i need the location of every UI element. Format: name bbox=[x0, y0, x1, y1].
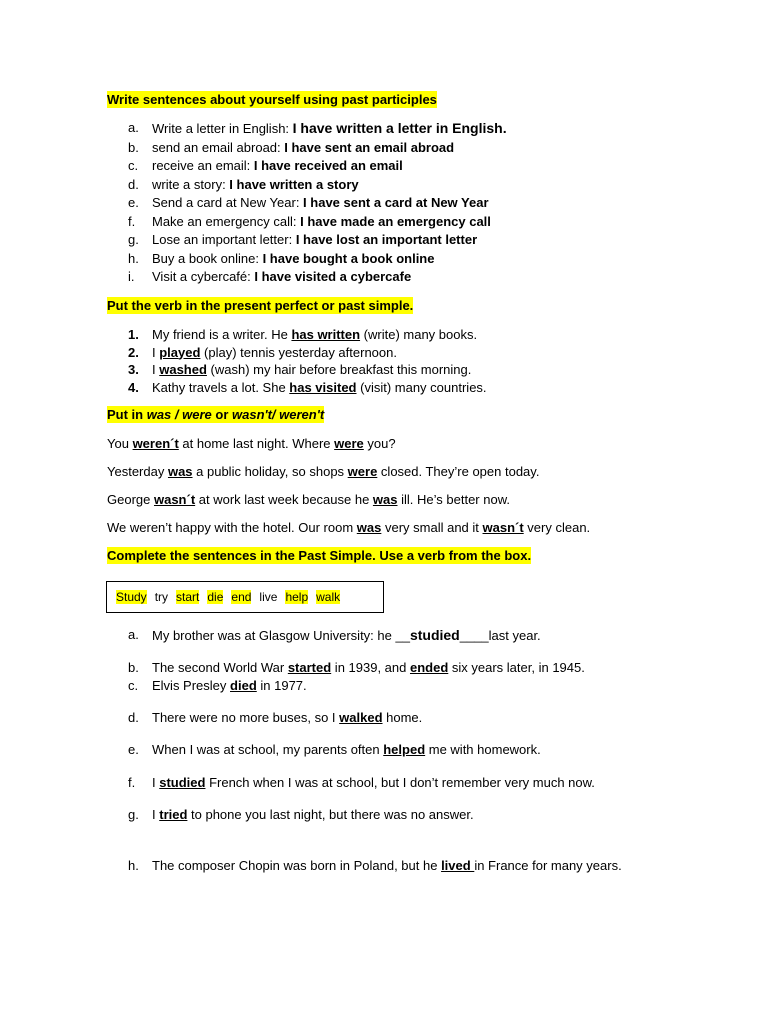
list-item: i. Visit a cybercafé: I have visited a cybercafe bbox=[128, 269, 412, 284]
box-word: end bbox=[231, 590, 252, 604]
section2-list bbox=[0, 326, 487, 396]
box-word: live bbox=[259, 590, 278, 604]
sentence-2: Yesterday was a public holiday, so shops were closed. They’re open today. bbox=[107, 464, 540, 479]
sentence-4: We weren’t happy with the hotel. Our room was very small and it wasn´t very clean. bbox=[107, 520, 591, 535]
list-item: a. Write a letter in English: I have written a letter in English. bbox=[128, 120, 507, 136]
list-item: e. Send a card at New Year: I have sent a card at New Year bbox=[128, 195, 489, 210]
box-word: Study bbox=[116, 590, 147, 604]
box-word: walk bbox=[316, 590, 341, 604]
list-item: 4. Kathy travels a lot. She has visited (visit) many countries. bbox=[128, 379, 487, 395]
worksheet-page: Write sentences about yourself using past participles a. Write a letter in English: I have written a letter in English. b. send an email abroad: I have sent an email abroad c. receive an email: I have received an email d. write a story: I have written a story e. Send a card at New Year: I have sent a card at New Year f. Make an emergency call: I have made an emergency call g. Lose an important letter: I have lost an important letter h. Buy a book online: I have bought a book online i. Visit a cybercafé: I have visited a cybercafe Put the verb in the present perfect or past simple. 1. My friend is a writer. He has written (write) many books. 2. I played (play) tennis yesterday afternoon. 3. I washed (wash) my hair before breakfast this morning. 4. Kathy travels a lot. She has visited (visit) many countries. Put in was / were or wasn't/ weren't You weren´t at home last night. Where were you? Yesterday was a public holiday, so shops were closed. They’re open today. George wasn´t at work last week because he was ill. He’s better now. We weren’t happy with the hotel. Our room was very small and it wasn´t very clean. Complete the sentences in the Past Simple. Use a verb from the box. Study try start die end live help walk a. My brother was at Glasgow University: he __studied____last year. b. The second World War started in 1939, and ended six years later, in 1945. c. Elvis Presley died in 1977. d. There were no more buses, so I walked home. e. When I was at school, my parents often helped me with homework. f. I studied French when I was at school, but I don’t remember very much now. g. I tried to phone you last night, but there was no answer. h. The composer Chopin was born in Poland, but he lived in France for many years. bbox=[0, 0, 768, 1024]
list-item: 3. I washed (wash) my hair before breakfast this morning. bbox=[128, 362, 472, 377]
section1-heading: Write sentences about yourself using past participles bbox=[107, 92, 437, 107]
box-word: start bbox=[176, 590, 200, 604]
list-item: c. receive an email: I have received an email bbox=[128, 158, 403, 173]
list-item: d. write a story: I have written a story bbox=[128, 176, 359, 192]
box-word: try bbox=[154, 590, 169, 604]
section2-heading: Put the verb in the present perfect or past simple. bbox=[107, 298, 414, 313]
section1-list bbox=[0, 119, 507, 287]
section4-heading: Complete the sentences in the Past Simple. Use a verb from the box. bbox=[107, 548, 532, 563]
sentence-1: You weren´t at home last night. Where were you? bbox=[107, 436, 396, 451]
sentence-3: George wasn´t at work last week because he was ill. He’s better now. bbox=[107, 492, 510, 507]
list-item: f. Make an emergency call: I have made an emergency call bbox=[128, 213, 491, 229]
word-box bbox=[106, 581, 384, 613]
box-word: die bbox=[207, 590, 224, 604]
list-item: b. send an email abroad: I have sent an email abroad bbox=[128, 139, 455, 155]
list-item: 2. I played (play) tennis yesterday afternoon. bbox=[128, 344, 397, 360]
section3-heading: Put in was / were or wasn't/ weren't bbox=[107, 407, 325, 422]
list-item: 1. My friend is a writer. He has written (write) many books. bbox=[128, 327, 478, 342]
list-item: h. Buy a book online: I have bought a book online bbox=[128, 250, 435, 266]
box-word: help bbox=[285, 590, 309, 604]
list-item: g. Lose an important letter: I have lost an important letter bbox=[128, 232, 478, 247]
